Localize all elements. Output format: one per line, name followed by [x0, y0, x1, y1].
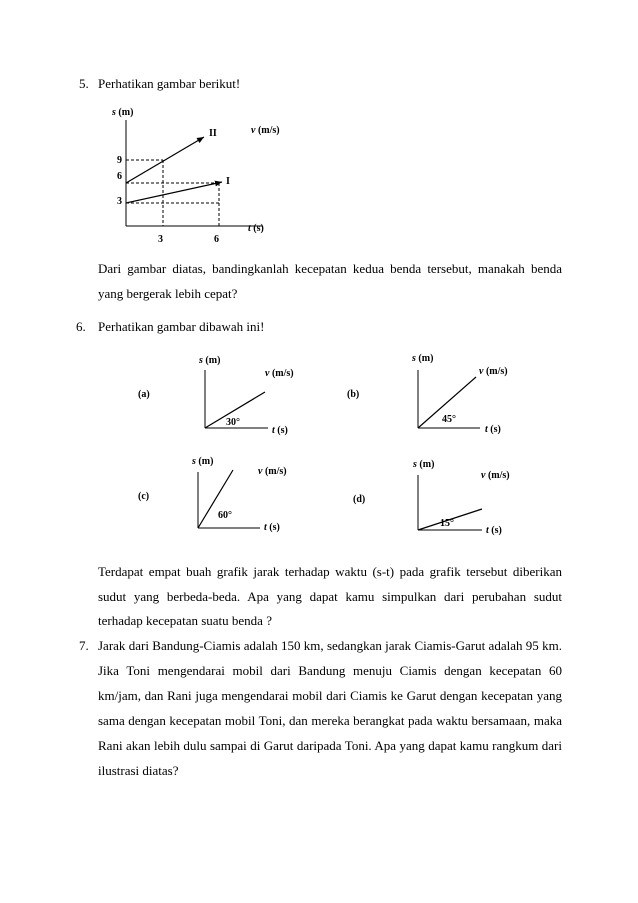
- q7-number: 7.: [79, 638, 89, 653]
- q5-graph: [126, 120, 262, 226]
- q5-line-I: [126, 182, 222, 203]
- q5-y-tick-6: 6: [117, 171, 122, 182]
- q6-para-line-1: Terdapat empat buah grafik jarak terhadap waktu (s-t) pada grafik tersebut diberikan: [98, 564, 562, 579]
- q6d-v-label: v (m/s): [481, 470, 510, 481]
- q6d-y-label: s (m): [413, 459, 435, 470]
- q5-number: 5.: [79, 76, 89, 91]
- q6b-x-label: t (s): [485, 424, 501, 435]
- q7-line-1: Jarak dari Bandung-Ciamis adalah 150 km, sedangkan jarak Ciamis-Garut adalah 95 km.: [98, 638, 562, 653]
- q5-line-II-label: II: [209, 128, 217, 139]
- q6a-v-label: v (m/s): [265, 368, 294, 379]
- q7-line-6: ilustrasi diatas?: [98, 763, 179, 778]
- q5-v-label: v (m/s): [251, 125, 280, 136]
- q6c-angle: 60°: [218, 510, 232, 521]
- q6a-x-label: t (s): [272, 425, 288, 436]
- q6-prompt: Perhatikan gambar dibawah ini!: [98, 319, 265, 334]
- q6c-v-label: v (m/s): [258, 466, 287, 477]
- q5-x-axis-label: t (s): [248, 223, 264, 234]
- q6d-x-label: t (s): [486, 525, 502, 536]
- q5-x-tick-3: 3: [158, 234, 163, 245]
- q5-line-I-label: I: [226, 176, 230, 187]
- q7-line-4: sama dengan kecepatan mobil Toni, dan mereka berangkat pada waktu bersamaan, maka: [98, 713, 562, 728]
- q6-para-line-2: sudut yang berbeda-beda. Apa yang dapat kamu simpulkan dari perubahan sudut: [98, 589, 562, 604]
- q6b-v-label: v (m/s): [479, 366, 508, 377]
- q5-y-tick-9: 9: [117, 155, 122, 166]
- q6b-angle: 45°: [442, 414, 456, 425]
- q5-prompt: Perhatikan gambar berikut!: [98, 76, 241, 91]
- q6d-label: (d): [353, 494, 366, 505]
- q6-number: 6.: [76, 319, 86, 334]
- q7-line-3: km/jam, dan Rani juga mengendarai mobil dari Ciamis ke Garut dengan kecepatan yang: [98, 688, 562, 703]
- q6d-angle: 15°: [440, 518, 454, 529]
- q7-line-5: Rani akan lebih dulu sampai di Garut daripada Toni. Apa yang dapat kamu rangkum dari: [98, 738, 562, 753]
- q6b-y-label: s (m): [412, 353, 434, 364]
- q6c-label: (c): [138, 491, 150, 502]
- q6b-label: (b): [347, 389, 360, 400]
- q5-x-tick-6: 6: [214, 234, 219, 245]
- q6a-angle: 30°: [226, 417, 240, 428]
- q6-para-line-3: terhadap kecepatan suatu benda ?: [98, 613, 272, 628]
- q5-question-line-1: Dari gambar diatas, bandingkanlah kecepatan kedua benda tersebut, manakah benda: [98, 261, 562, 276]
- q5-question-line-2: yang bergerak lebih cepat?: [98, 286, 238, 301]
- q6a-y-label: s (m): [199, 355, 221, 366]
- q5-y-tick-3: 3: [117, 196, 122, 207]
- q5-y-axis-label: s (m): [112, 107, 134, 118]
- q6a-label: (a): [138, 389, 150, 400]
- q7-line-2: Jika Toni mengendarai mobil dari Bandung menuju Ciamis dengan kecepatan 60: [98, 663, 562, 678]
- q6c-y-label: s (m): [192, 456, 214, 467]
- q6c-x-label: t (s): [264, 522, 280, 533]
